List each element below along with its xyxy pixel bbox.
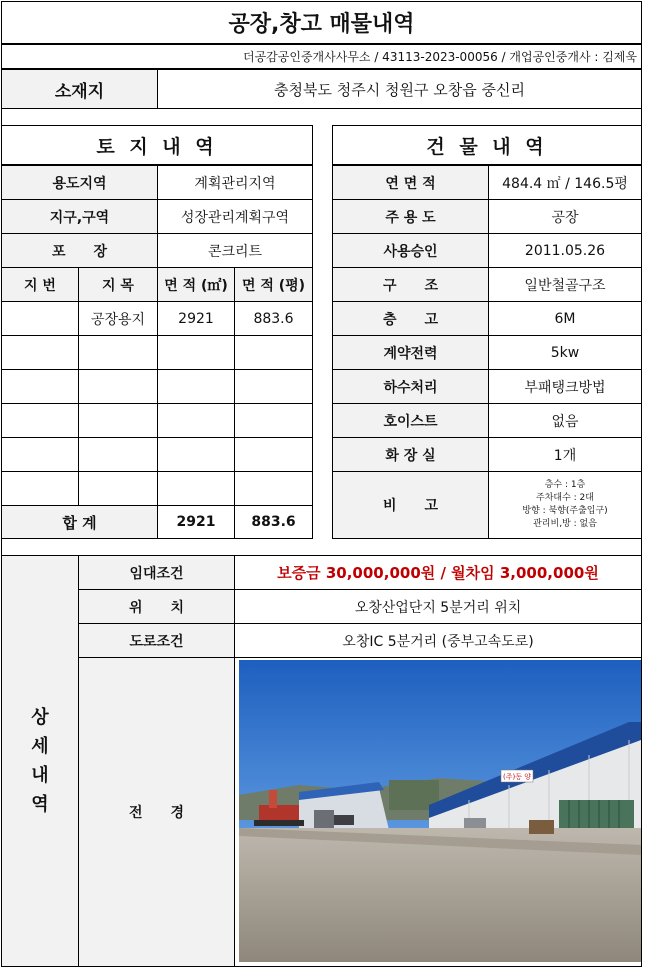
building-row-label: 계약전력 xyxy=(332,335,489,370)
empty-cell xyxy=(234,437,313,472)
parcel-area-m2: 2921 xyxy=(157,301,235,336)
column-header-jimok: 지 목 xyxy=(78,267,158,302)
column-header-area-py: 면 적 (평) xyxy=(234,267,313,302)
details-row-label: 위 치 xyxy=(78,589,235,624)
building-row-value: 5kw xyxy=(488,335,642,370)
location-value: 충청북도 청주시 청원구 오창읍 중신리 xyxy=(157,69,642,109)
details-label-char: 세 xyxy=(31,736,49,757)
empty-cell xyxy=(1,335,79,370)
details-label-char: 역 xyxy=(31,794,49,815)
page-title: 공장,창고 매물내역 xyxy=(1,1,642,44)
empty-cell xyxy=(1,437,79,472)
building-row-label: 층 고 xyxy=(332,301,489,336)
remarks-label: 비 고 xyxy=(332,471,489,539)
building-row-label: 구 조 xyxy=(332,267,489,302)
column-header-area-m2: 면 적 (㎡) xyxy=(157,267,235,302)
land-row-label: 용도지역 xyxy=(1,165,158,200)
building-row-label: 주 용 도 xyxy=(332,199,489,234)
empty-cell xyxy=(1,403,79,438)
parcel-jibun xyxy=(1,301,79,336)
remarks-line: 주차대수 : 2대 xyxy=(536,493,594,503)
building-row-value: 2011.05.26 xyxy=(488,233,642,268)
empty-cell xyxy=(234,335,313,370)
parcel-jimok: 공장용지 xyxy=(78,301,158,336)
remarks-line: 관리비,방 : 없음 xyxy=(533,519,597,529)
empty-cell xyxy=(78,403,158,438)
location-desc-value: 오창산업단지 5분거리 위치 xyxy=(234,589,642,624)
empty-cell xyxy=(78,471,158,506)
building-row-value: 공장 xyxy=(488,199,642,234)
building-row-value: 484.4 ㎡ / 146.5평 xyxy=(488,165,642,200)
empty-cell xyxy=(78,437,158,472)
details-section-label xyxy=(1,555,79,967)
road-condition-value: 오창IC 5분거리 (중부고속도로) xyxy=(234,623,642,658)
building-row-value: 6M xyxy=(488,301,642,336)
land-row-value: 콘크리트 xyxy=(157,233,313,268)
building-row-value: 일반철골구조 xyxy=(488,267,642,302)
view-label: 전 경 xyxy=(78,657,235,967)
empty-cell xyxy=(1,471,79,506)
building-row-value: 없음 xyxy=(488,403,642,438)
empty-cell xyxy=(1,369,79,404)
remarks-line: 방향 : 북향(주출입구) xyxy=(522,506,608,516)
empty-cell xyxy=(157,403,235,438)
land-header: 토 지 내 역 xyxy=(1,125,313,165)
empty-cell xyxy=(157,369,235,404)
building-row-label: 화 장 실 xyxy=(332,437,489,472)
details-row-label: 도로조건 xyxy=(78,623,235,658)
remarks-line: 층수 : 1층 xyxy=(544,480,586,490)
empty-cell xyxy=(78,335,158,370)
empty-cell xyxy=(157,335,235,370)
building-row-value: 1개 xyxy=(488,437,642,472)
total-area-py: 883.6 xyxy=(234,505,313,539)
empty-cell xyxy=(234,471,313,506)
empty-cell xyxy=(234,403,313,438)
building-row-value: 부패탱크방법 xyxy=(488,369,642,404)
building-row-label: 하수처리 xyxy=(332,369,489,404)
details-label-char: 내 xyxy=(31,765,49,786)
remarks-value xyxy=(488,471,642,539)
photo-sign-text: (주)동 양 xyxy=(503,773,531,781)
land-row-value: 계획관리지역 xyxy=(157,165,313,200)
details-label-char: 상 xyxy=(31,707,49,728)
building-row-label: 연 면 적 xyxy=(332,165,489,200)
location-label: 소재지 xyxy=(1,69,158,109)
total-label: 합 계 xyxy=(1,505,158,539)
details-row-label: 임대조건 xyxy=(78,555,235,590)
empty-cell xyxy=(78,369,158,404)
agency-info: 더공감공인중개사사무소 / 43113-2023-00056 / 개업공인중개사 : 김제욱 xyxy=(1,44,642,69)
property-photo xyxy=(239,660,641,962)
land-row-value: 성장관리계획구역 xyxy=(157,199,313,234)
empty-cell xyxy=(234,369,313,404)
empty-cell xyxy=(157,471,235,506)
lease-terms-value: 보증금 30,000,000원 / 월차임 3,000,000원 xyxy=(234,555,642,590)
building-row-label: 사용승인 xyxy=(332,233,489,268)
column-header-jibun: 지 번 xyxy=(1,267,79,302)
empty-cell xyxy=(157,437,235,472)
building-row-label: 호이스트 xyxy=(332,403,489,438)
land-row-label: 포 장 xyxy=(1,233,158,268)
land-row-label: 지구,구역 xyxy=(1,199,158,234)
building-header: 건 물 내 역 xyxy=(332,125,642,165)
parcel-area-py: 883.6 xyxy=(234,301,313,336)
total-area-m2: 2921 xyxy=(157,505,235,539)
